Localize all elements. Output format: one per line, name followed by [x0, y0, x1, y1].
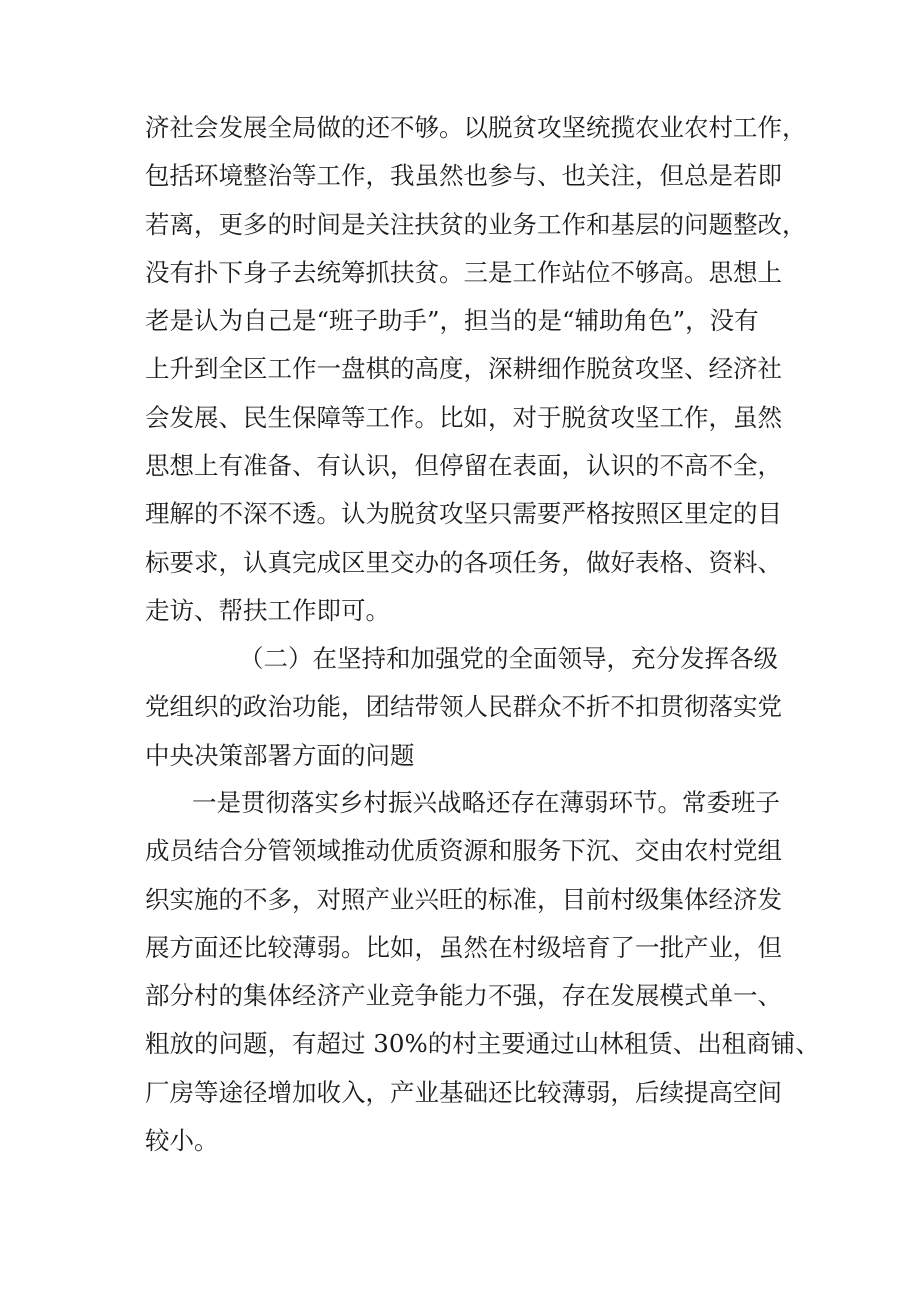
text-line: 若离，更多的时间是关注扶贫的业务工作和基层的问题整改， [145, 209, 807, 239]
heading-line: 中央决策部署方面的问题 [145, 740, 415, 770]
text-line: 粗放的问题，有超过 30%的村主要通过山林租赁、出租商铺、 [145, 1029, 820, 1059]
body-paragraph [145, 779, 820, 1165]
text-line: 没有扑下身子去统筹抓扶贫。三是工作站位不够高。思想上 [145, 257, 782, 287]
section-heading [145, 635, 785, 780]
heading-line: 党组织的政治功能，团结带领人民群众不折不扣贯彻落实党 [145, 692, 782, 722]
text-line: 织实施的不多，对照产业兴旺的标准，目前村级集体经济发 [145, 884, 782, 914]
text-line: 会发展、民生保障等工作。比如，对于脱贫攻坚工作，虽然 [145, 402, 782, 432]
text-line: 包括环境整治等工作，我虽然也参与、也关注，但总是若即 [145, 161, 782, 191]
text-line: 一是贯彻落实乡村振兴战略还存在薄弱环节。常委班子 [192, 788, 780, 817]
text-line: 上升到全区工作一盘棋的高度，深耕细作脱贫攻坚、经济社 [145, 354, 782, 384]
text-line: 老是认为自己是“班子助手”，担当的是“辅助角色”，没有 [145, 306, 759, 336]
text-line: 厂房等途径增加收入，产业基础还比较薄弱，后续提高空间 [145, 1077, 782, 1107]
text-line: 展方面还比较薄弱。比如，虽然在村级培育了一批产业，但 [145, 932, 782, 962]
heading-line: （二）在坚持和加强党的全面领导，充分发挥各级 [239, 644, 778, 673]
text-line: 济社会发展全局做的还不够。以脱贫攻坚统揽农业农村工作， [145, 113, 807, 142]
text-line: 标要求，认真完成区里交办的各项任务，做好表格、资料、 [145, 547, 782, 577]
body-paragraph [145, 104, 807, 635]
text-line: 理解的不深不透。认为脱贫攻坚只需要严格按照区里定的目 [145, 499, 782, 529]
text-line: 思想上有准备、有认识，但停留在表面，认识的不高不全， [145, 451, 782, 481]
text-line: 部分村的集体经济产业竞争能力不强，存在发展模式单一、 [145, 981, 782, 1011]
text-line: 成员结合分管领域推动优质资源和服务下沉、交由农村党组 [145, 836, 782, 866]
text-line: 较小。 [145, 1126, 219, 1156]
text-line: 走访、帮扶工作即可。 [145, 595, 390, 625]
